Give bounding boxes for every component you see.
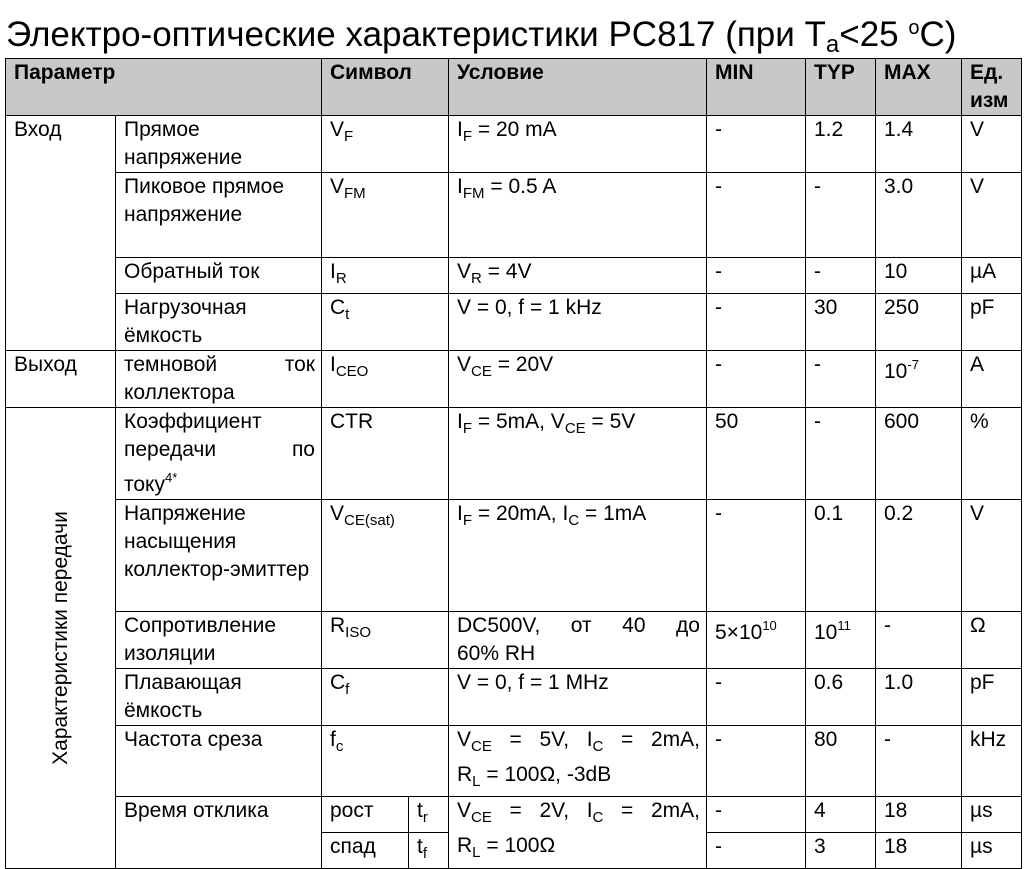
header-max: MAX [876, 59, 962, 116]
row-name: Нагрузочная ёмкость [116, 294, 322, 351]
row-typ: $10^{11}$ [806, 612, 876, 669]
row-name: Частота среза [116, 726, 322, 797]
row-min: - [707, 500, 806, 612]
row-typ: 1.2 [806, 116, 876, 173]
row-max: $10^{-7}$ [876, 351, 962, 408]
row-max: 3.0 [876, 173, 962, 258]
table-row [6, 726, 1022, 797]
group-output: Выход [6, 351, 116, 408]
row-min: 50 [707, 408, 806, 500]
row-max: 10 [876, 258, 962, 294]
row-name: Плавающая ёмкость [116, 669, 322, 726]
row-unit: Ω [962, 612, 1022, 669]
header-parameter: Параметр [6, 59, 322, 116]
row-min: $5\times 10^{10}$ [707, 612, 806, 669]
row-symbol: $I_R$ [322, 258, 449, 294]
row-condition: $I_F = 5mA$, $V_{CE} = 5V$ [449, 408, 707, 500]
row-unit: V [962, 500, 1022, 612]
row-name: Напряжение насыщения коллектор-эмиттер [116, 500, 322, 612]
row-typ: - [806, 258, 876, 294]
table-row [6, 351, 1022, 408]
header-unit: Ед. изм [962, 59, 1022, 116]
row-max: - [876, 612, 962, 669]
header-symbol: Символ [322, 59, 449, 116]
row-symbol: $R_{ISO}$ [322, 612, 449, 669]
row-condition: $I_F = 20mA$, $I_C = 1mA$ [449, 500, 707, 612]
row-subparam-rise: рост [322, 797, 409, 833]
row-min: - [707, 833, 806, 869]
row-symbol: CTR [322, 408, 449, 500]
row-min: - [707, 116, 806, 173]
row-typ: 4 [806, 797, 876, 833]
row-typ: 80 [806, 726, 876, 797]
row-unit: % [962, 408, 1022, 500]
row-symbol: $t_r$ [409, 797, 449, 833]
row-name: Прямое напряжение [116, 116, 322, 173]
row-condition: $V_{CE} = 5V$, $I_C = 2mA$, $R_L = 100\Omega$, -3dB [449, 726, 707, 797]
row-typ: - [806, 408, 876, 500]
table-row [6, 669, 1022, 726]
row-unit: pF [962, 669, 1022, 726]
row-unit: kHz [962, 726, 1022, 797]
row-unit: A [962, 351, 1022, 408]
header-typ: TYP [806, 59, 876, 116]
row-condition: $I_{FM} = 0.5$ A [449, 173, 707, 258]
row-min: - [707, 258, 806, 294]
table-row [6, 294, 1022, 351]
row-condition: V = 0, f = 1 MHz [449, 669, 707, 726]
row-symbol: $V_{FM}$ [322, 173, 449, 258]
table-row [6, 612, 1022, 669]
table-row [6, 116, 1022, 173]
row-min: - [707, 669, 806, 726]
row-condition: $V_{CE} = 20V$ [449, 351, 707, 408]
table-row [6, 173, 1022, 258]
header-condition: Условие [449, 59, 707, 116]
table-row [6, 258, 1022, 294]
row-min: - [707, 726, 806, 797]
row-name: Коэффициент передачи по току$^{4*}$ [116, 408, 322, 500]
row-symbol: $t_f$ [409, 833, 449, 869]
row-typ: 3 [806, 833, 876, 869]
row-unit: µs [962, 833, 1022, 869]
row-typ: - [806, 351, 876, 408]
row-symbol: $C_t$ [322, 294, 449, 351]
row-unit: µA [962, 258, 1022, 294]
row-subparam-fall: спад [322, 833, 409, 869]
row-condition: V = 0, f = 1 kHz [449, 294, 707, 351]
row-max: 600 [876, 408, 962, 500]
row-symbol: $V_F$ [322, 116, 449, 173]
row-unit: V [962, 173, 1022, 258]
row-symbol: $V_{CE(sat)}$ [322, 500, 449, 612]
row-typ: - [806, 173, 876, 258]
row-min: - [707, 294, 806, 351]
row-condition: $I_F = 20$ mA [449, 116, 707, 173]
row-condition: $V_R = 4V$ [449, 258, 707, 294]
page-title: Электро-оптические характеристики PC817 (при $T_a<25$ $^o$C) [6, 15, 957, 58]
row-max: 1.4 [876, 116, 962, 173]
table-header-row [6, 59, 1022, 116]
row-min: - [707, 173, 806, 258]
row-typ: 0.6 [806, 669, 876, 726]
row-max: 18 [876, 797, 962, 833]
row-max: 18 [876, 833, 962, 869]
group-transfer: Характеристики передачи [6, 408, 116, 869]
row-symbol: $f_c$ [322, 726, 449, 797]
row-unit: V [962, 116, 1022, 173]
row-name: Время отклика [116, 797, 322, 869]
row-unit: µs [962, 797, 1022, 833]
characteristics-table [5, 58, 1022, 869]
row-max: 250 [876, 294, 962, 351]
table-row [6, 408, 1022, 500]
header-min: MIN [707, 59, 806, 116]
row-name: Обратный ток [116, 258, 322, 294]
group-input: Вход [6, 116, 116, 351]
row-typ: 30 [806, 294, 876, 351]
table-row [6, 500, 1022, 612]
row-max: - [876, 726, 962, 797]
row-max: 1.0 [876, 669, 962, 726]
row-unit: pF [962, 294, 1022, 351]
row-name: Пиковое прямое напряжение [116, 173, 322, 258]
row-condition: $V_{CE} = 2V$, $I_C = 2mA$, $R_L = 100\Omega$ [449, 797, 707, 869]
row-max: 0.2 [876, 500, 962, 612]
row-symbol: $I_{CEO}$ [322, 351, 449, 408]
table-row [6, 797, 1022, 833]
row-min: - [707, 351, 806, 408]
row-name: темновой ток коллектора [116, 351, 322, 408]
row-min: - [707, 797, 806, 833]
row-typ: 0.1 [806, 500, 876, 612]
row-symbol: $C_f$ [322, 669, 449, 726]
row-name: Сопротивление изоляции [116, 612, 322, 669]
row-condition: DC500V, от 40 до 60% RH [449, 612, 707, 669]
